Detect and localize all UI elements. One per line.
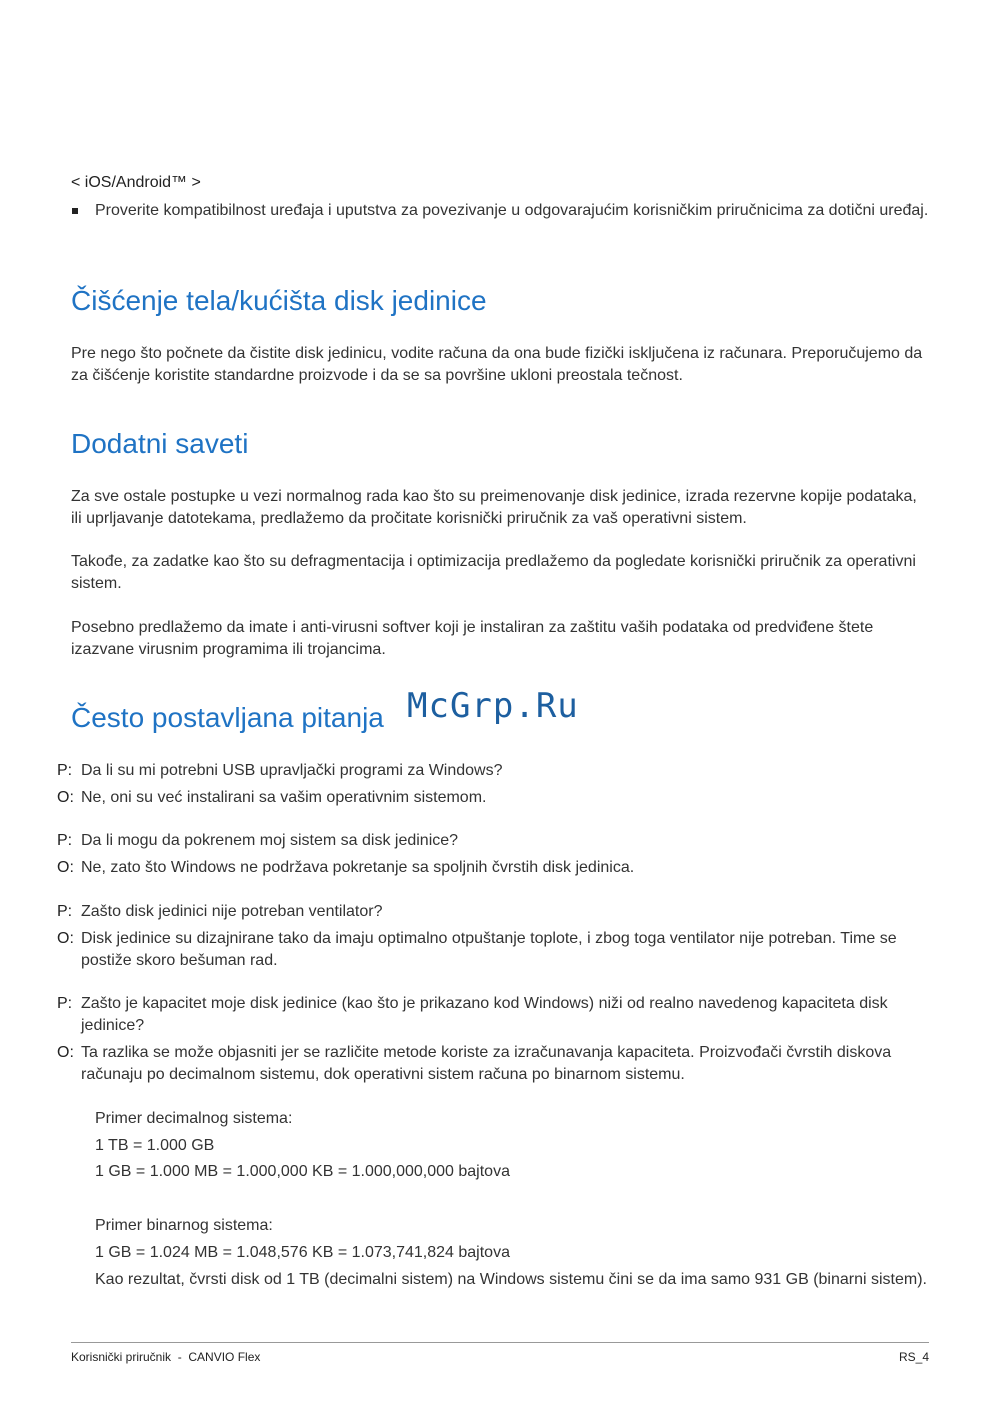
decimal-example-line-1: 1 TB = 1.000 GB [95, 1137, 215, 1154]
answer-label: O: [57, 789, 74, 806]
tips-paragraph-3: Posebno predlažemo da imate i anti-virusni softver koji je instaliran za zaštitu vaših podataka od predviđene štete izazvane virusnim programima ili trojancima. [71, 619, 874, 658]
answer-text: Ta razlika se može objasniti jer se različite metode koriste za izračunavanja kapaciteta. Proizvođači čvrstih diskova računaju po decimalnom sistemu, dok operativni sistem računa po binarnom sistemu. [81, 1044, 892, 1083]
answer-text: Disk jedinice su dizajnirane tako da imaju optimalno otpuštanje toplote, i zbog toga ventilator nije potreban. Time se postiže skoro bešuman rad. [81, 930, 897, 969]
answer-label: O: [57, 930, 74, 947]
tips-paragraph-2: Takođe, za zadatke kao što su defragmentacija i optimizacija predlažemo da pogledate korisnički priručnik za operativni sistem. [71, 553, 916, 592]
watermark-text: McGrp.Ru [407, 686, 579, 726]
footer-title: Korisnički priručnik - CANVIO Flex [71, 1350, 261, 1364]
answer-text: Ne, zato što Windows ne podržava pokretanje sa spoljnih čvrstih disk jedinica. [81, 859, 635, 876]
page-number: RS_4 [898, 1350, 929, 1364]
tips-heading: Dodatni saveti [71, 428, 249, 459]
bullet-text: Proverite kompatibilnost uređaja i uputstva za povezivanje u odgovarajućim korisničkim priručnicima za dotični uređaj. [95, 202, 929, 219]
faq-heading: Često postavljana pitanja [71, 702, 384, 733]
decimal-example-line-2: 1 GB = 1.000 MB = 1.000,000 KB = 1.000,000,000 bajtova [95, 1163, 510, 1180]
faq-answer-4 [57, 1042, 931, 1086]
decimal-example-title: Primer decimalnog sistema: [95, 1110, 293, 1127]
footer-divider [71, 1342, 929, 1343]
question-label: P: [57, 995, 73, 1012]
question-label: P: [57, 903, 73, 920]
bullet-square-icon [72, 208, 78, 214]
faq-question-4 [57, 993, 931, 1037]
faq-answer-3 [57, 928, 931, 972]
ios-android-label: < iOS/Android™ > [71, 174, 201, 191]
faq-answer-2 [57, 857, 931, 879]
question-text: Da li mogu da pokrenem moj sistem sa disk jedinice? [81, 832, 459, 849]
question-text: Zašto je kapacitet moje disk jedinice (kao što je prikazano kod Windows) niži od realno navedenog kapaciteta disk jedinice? [81, 995, 888, 1034]
question-text: Zašto disk jedinici nije potreban ventilator? [81, 903, 383, 920]
ios-android-bullet [71, 200, 931, 222]
binary-example-title: Primer binarnog sistema: [95, 1217, 273, 1234]
faq-question-3 [57, 901, 931, 923]
question-text: Da li su mi potrebni USB upravljački programi za Windows? [81, 762, 503, 779]
faq-question-1 [57, 760, 931, 782]
question-label: P: [57, 762, 73, 779]
binary-example-line-2: Kao rezultat, čvrsti disk od 1 TB (decimalni sistem) na Windows sistemu čini se da ima samo 931 GB (binarni sistem). [95, 1271, 927, 1288]
cleaning-heading: Čišćenje tela/kućišta disk jedinice [71, 285, 487, 316]
answer-text: Ne, oni su već instalirani sa vašim operativnim sistemom. [81, 789, 487, 806]
cleaning-paragraph: Pre nego što počnete da čistite disk jedinicu, vodite računa da ona bude fizički isključena iz računara. Preporučujemo da za čišćenje koristite standardne proizvode i da se sa površine ukloni preostala tečnost. [71, 345, 923, 384]
tips-paragraph-1: Za sve ostale postupke u vezi normalnog rada kao što su preimenovanje disk jedinice, izrada rezervne kopije podataka, ili uprljavanje datotekama, predlažemo da pročitate korisnički priručnik za vaš operativni sistem. [71, 488, 917, 527]
binary-example-line-1: 1 GB = 1.024 MB = 1.048,576 KB = 1.073,741,824 bajtova [95, 1244, 510, 1261]
answer-label: O: [57, 1044, 74, 1061]
faq-answer-1 [57, 787, 931, 809]
question-label: P: [57, 832, 73, 849]
answer-label: O: [57, 859, 74, 876]
faq-question-2 [57, 830, 931, 852]
